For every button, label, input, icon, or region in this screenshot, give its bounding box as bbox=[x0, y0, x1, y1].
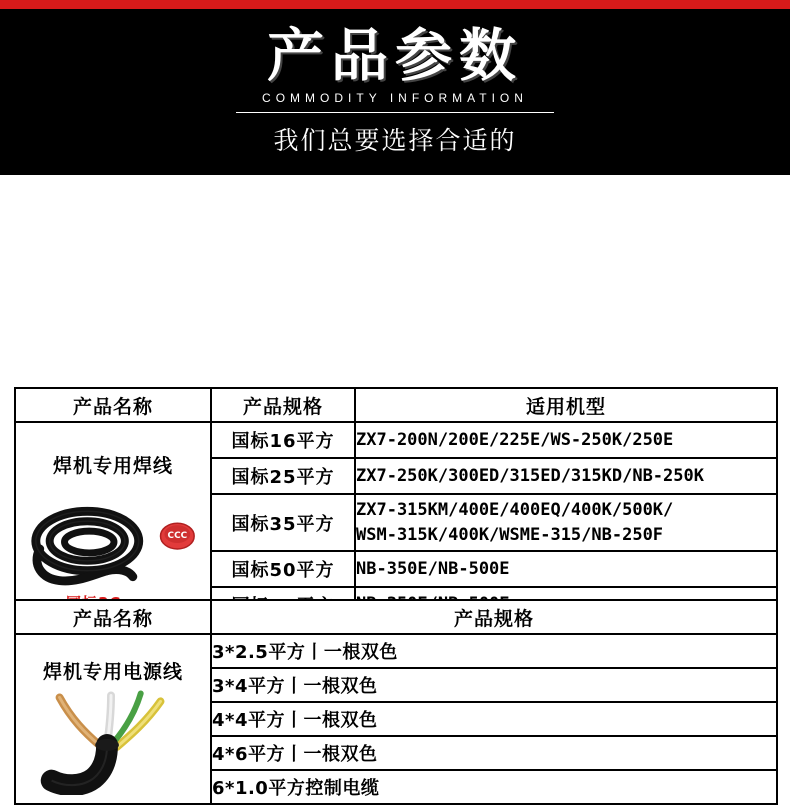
model-cell: ZX7-200N/200E/225E/WS-250K/250E bbox=[355, 422, 777, 458]
model-line: WSM-315K/400K/WSME-315/NB-250F bbox=[356, 524, 664, 545]
welding-cable-product-cell bbox=[15, 422, 211, 622]
model-cell: ZX7-250K/300ED/315ED/315KD/NB-250K bbox=[355, 458, 777, 494]
header-product-spec: 产品规格 bbox=[211, 600, 777, 634]
header-applicable-model: 适用机型 bbox=[355, 388, 777, 422]
spec-cell: 国标25平方 bbox=[211, 458, 355, 494]
power-cable-product-name: 焊机专用电源线 bbox=[42, 661, 183, 683]
page-title: 产品参数 bbox=[267, 23, 523, 89]
spec-cell: 4*6平方丨一根双色 bbox=[211, 736, 777, 770]
banner-subtitle-chinese: 我们总要选择合适的 bbox=[273, 126, 517, 155]
banner-content bbox=[0, 9, 790, 175]
welding-cable-photo bbox=[16, 479, 210, 609]
power-cable-table bbox=[14, 599, 778, 805]
header-product-name: 产品名称 bbox=[15, 388, 211, 422]
spec-cell: 国标50平方 bbox=[211, 551, 355, 587]
page-banner bbox=[0, 0, 790, 175]
model-cell bbox=[355, 494, 777, 551]
model-line: ZX7-315KM/400E/400EQ/400K/500K/ bbox=[356, 499, 674, 520]
power-cable-product-cell bbox=[15, 634, 211, 804]
power-cable-photo bbox=[16, 683, 210, 795]
model-cell: NB-350E/NB-500E bbox=[355, 551, 777, 587]
welding-cable-product-name: 焊机专用焊线 bbox=[52, 455, 173, 477]
banner-subtitle-english: COMMODITY INFORMATION bbox=[262, 91, 528, 105]
spec-cell: 国标16平方 bbox=[211, 422, 355, 458]
spec-cell: 3*2.5平方丨一根双色 bbox=[211, 634, 777, 668]
welding-cable-table bbox=[14, 387, 778, 623]
spec-cell: 6*1.0平方控制电缆 bbox=[211, 770, 777, 804]
header-product-name: 产品名称 bbox=[15, 600, 211, 634]
header-product-spec: 产品规格 bbox=[211, 388, 355, 422]
ccc-stamp bbox=[161, 523, 195, 549]
banner-top-red-bar bbox=[0, 0, 790, 9]
svg-text:CCC: CCC bbox=[167, 531, 188, 542]
table-row bbox=[15, 634, 777, 668]
banner-divider bbox=[236, 112, 554, 113]
table-header-row bbox=[15, 600, 777, 634]
spec-cell: 国标35平方 bbox=[211, 494, 355, 551]
spec-cell: 4*4平方丨一根双色 bbox=[211, 702, 777, 736]
table-row bbox=[15, 422, 777, 458]
table-header-row bbox=[15, 388, 777, 422]
spec-cell: 3*4平方丨一根双色 bbox=[211, 668, 777, 702]
